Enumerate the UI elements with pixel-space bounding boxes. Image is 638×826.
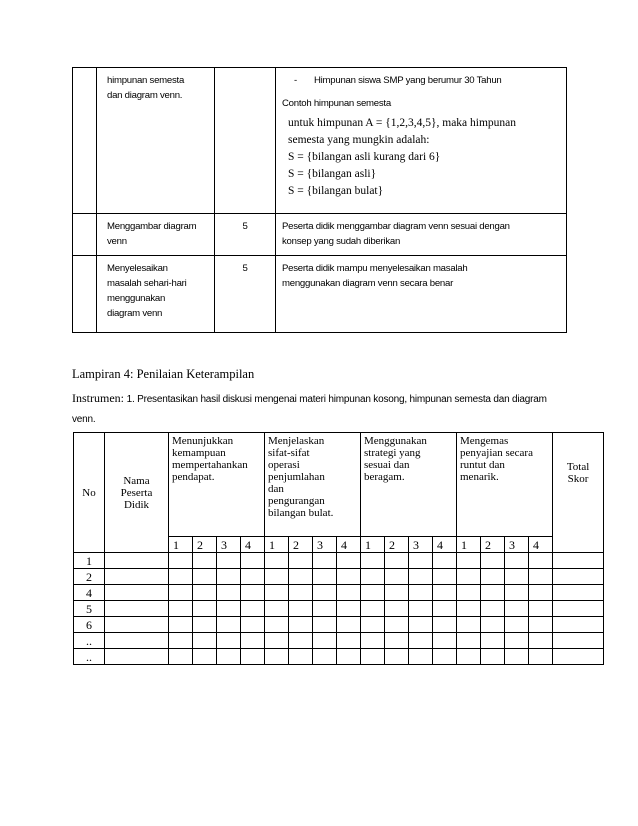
score-cell[interactable] <box>385 617 409 633</box>
score-cell[interactable] <box>409 569 433 585</box>
rubric-deskripsi-cell <box>276 214 567 256</box>
score-cell[interactable] <box>217 569 241 585</box>
rubric-skor-cell <box>215 68 276 214</box>
nama-cell[interactable] <box>105 585 169 601</box>
score-level: 3 <box>505 537 529 553</box>
rubric-indikator-cell <box>97 214 215 256</box>
instruction-text <box>72 389 568 429</box>
row-number: 2 <box>74 569 105 585</box>
table-row <box>74 649 604 665</box>
total-cell[interactable] <box>553 569 604 585</box>
score-level: 4 <box>337 537 361 553</box>
criterion-line: Menggunakan <box>364 435 427 447</box>
skill-assessment-table <box>73 432 604 665</box>
score-cell[interactable] <box>409 633 433 649</box>
score-cell[interactable] <box>265 553 289 569</box>
score-cell[interactable] <box>241 633 265 649</box>
score-cell[interactable] <box>289 569 313 585</box>
score-cell[interactable] <box>313 601 337 617</box>
score-cell[interactable] <box>385 553 409 569</box>
criterion-line: pengurangan <box>268 495 325 507</box>
score-level: 1 <box>265 537 289 553</box>
score-cell[interactable] <box>361 649 385 665</box>
nama-header <box>105 433 169 553</box>
score-cell[interactable] <box>337 649 361 665</box>
score-level: 4 <box>433 537 457 553</box>
total-cell[interactable] <box>553 553 604 569</box>
score-cell[interactable] <box>529 601 553 617</box>
total-skor-header <box>553 433 604 553</box>
score-level: 4 <box>529 537 553 553</box>
score-cell[interactable] <box>361 585 385 601</box>
row-number: .. <box>74 649 105 665</box>
score-cell[interactable] <box>529 649 553 665</box>
criterion-line: operasi <box>268 459 300 471</box>
score-cell[interactable] <box>169 601 193 617</box>
math-line: semesta yang mungkin adalah: <box>288 134 430 146</box>
score-level: 3 <box>409 537 433 553</box>
score-cell[interactable] <box>457 569 481 585</box>
score-cell[interactable] <box>505 617 529 633</box>
score-cell[interactable] <box>217 585 241 601</box>
skor-table-body <box>74 553 604 665</box>
score-cell[interactable] <box>193 633 217 649</box>
score-cell[interactable] <box>385 569 409 585</box>
criterion-line: penjumlahan <box>268 471 325 483</box>
score-cell[interactable] <box>289 633 313 649</box>
rubric-skor-cell: 5 <box>215 256 276 333</box>
score-cell[interactable] <box>313 585 337 601</box>
score-cell[interactable] <box>313 649 337 665</box>
instruction-body: 1. Presentasikan hasil diskusi mengenai materi himpunan kosong, himpunan semesta dan diagram venn. <box>72 394 547 425</box>
score-level: 1 <box>169 537 193 553</box>
score-cell[interactable] <box>265 601 289 617</box>
criterion-line: Menunjukkan <box>172 435 234 447</box>
score-cell[interactable] <box>385 601 409 617</box>
score-cell[interactable] <box>337 585 361 601</box>
rubric-deskripsi-cell <box>276 68 567 214</box>
score-cell[interactable] <box>505 649 529 665</box>
total-cell[interactable] <box>553 649 604 665</box>
score-level: 3 <box>217 537 241 553</box>
score-cell[interactable] <box>313 633 337 649</box>
score-cell[interactable] <box>433 617 457 633</box>
row-number: 4 <box>74 585 105 601</box>
score-cell[interactable] <box>529 553 553 569</box>
indikator-line: diagram venn <box>107 308 163 319</box>
criterion-line: beragam. <box>364 471 405 483</box>
score-level: 2 <box>289 537 313 553</box>
table-row <box>74 601 604 617</box>
score-cell[interactable] <box>217 617 241 633</box>
total-cell[interactable] <box>553 633 604 649</box>
criterion-line: Menjelaskan <box>268 435 325 447</box>
bullet-dash: - <box>294 75 297 86</box>
rubric-row <box>73 68 567 214</box>
score-cell[interactable] <box>169 553 193 569</box>
score-cell[interactable] <box>193 601 217 617</box>
deskripsi-line: menggunakan diagram venn secara benar <box>282 278 454 289</box>
total-cell[interactable] <box>553 585 604 601</box>
row-number: 5 <box>74 601 105 617</box>
math-line: S = {bilangan bulat} <box>288 185 384 197</box>
score-cell[interactable] <box>169 649 193 665</box>
math-line: untuk himpunan A = {1,2,3,4,5}, maka himpunan <box>288 117 517 129</box>
indikator-line: Menggambar diagram <box>107 221 197 232</box>
score-cell[interactable] <box>361 553 385 569</box>
score-level: 2 <box>193 537 217 553</box>
criterion-line: strategi yang <box>364 447 421 459</box>
score-cell[interactable] <box>169 633 193 649</box>
rubric-no-cell <box>73 256 97 333</box>
criterion-line: kemampuan <box>172 447 226 459</box>
nama-header-line: Didik <box>123 498 150 511</box>
score-cell[interactable] <box>505 585 529 601</box>
rubric-indikator-cell <box>97 256 215 333</box>
rubric-no-cell <box>73 214 97 256</box>
score-cell[interactable] <box>529 585 553 601</box>
nama-cell[interactable] <box>105 649 169 665</box>
nama-header-line: Nama <box>123 474 150 487</box>
total-cell[interactable] <box>553 617 604 633</box>
criterion-header <box>361 433 457 537</box>
score-cell[interactable] <box>409 649 433 665</box>
score-cell[interactable] <box>169 617 193 633</box>
score-cell[interactable] <box>337 633 361 649</box>
score-cell[interactable] <box>409 601 433 617</box>
score-cell[interactable] <box>433 633 457 649</box>
score-cell[interactable] <box>529 617 553 633</box>
score-level: 4 <box>241 537 265 553</box>
nama-header-line: Peserta <box>120 486 153 499</box>
score-cell[interactable] <box>505 601 529 617</box>
score-cell[interactable] <box>457 585 481 601</box>
indikator-line: venn <box>107 236 127 247</box>
score-cell[interactable] <box>289 617 313 633</box>
score-cell[interactable] <box>481 601 505 617</box>
score-cell[interactable] <box>217 601 241 617</box>
score-cell[interactable] <box>529 633 553 649</box>
score-cell[interactable] <box>481 649 505 665</box>
table-row <box>74 569 604 585</box>
header-row <box>74 433 604 537</box>
score-cell[interactable] <box>481 569 505 585</box>
score-cell[interactable] <box>241 601 265 617</box>
bullet-line <box>282 73 560 88</box>
nama-cell[interactable] <box>105 601 169 617</box>
table-row <box>74 633 604 649</box>
math-line: S = {bilangan asli kurang dari 6} <box>288 151 441 163</box>
criterion-line: runtut dan <box>460 459 505 471</box>
nama-cell[interactable] <box>105 553 169 569</box>
score-cell[interactable] <box>313 617 337 633</box>
score-level: 2 <box>385 537 409 553</box>
rubric-no-cell <box>73 68 97 214</box>
score-cell[interactable] <box>193 585 217 601</box>
score-cell[interactable] <box>385 649 409 665</box>
score-cell[interactable] <box>481 585 505 601</box>
rubric-row <box>73 214 567 256</box>
score-cell[interactable] <box>337 617 361 633</box>
criterion-line: sesuai dan <box>364 459 410 471</box>
indikator-line: Menyelesaikan <box>107 263 168 274</box>
score-cell[interactable] <box>289 553 313 569</box>
contoh-line: Contoh himpunan semesta <box>282 98 391 109</box>
indikator-line: dan diagram venn. <box>107 90 183 101</box>
rubric-indikator-cell <box>97 68 215 214</box>
score-cell[interactable] <box>457 649 481 665</box>
score-cell[interactable] <box>337 553 361 569</box>
score-cell[interactable] <box>169 569 193 585</box>
section-title: Lampiran 4: Penilaian Keterampilan <box>72 367 255 381</box>
rubric-skor-cell: 5 <box>215 214 276 256</box>
row-number: 6 <box>74 617 105 633</box>
score-cell[interactable] <box>265 569 289 585</box>
math-example <box>282 115 560 200</box>
score-cell[interactable] <box>193 617 217 633</box>
rubric-row <box>73 256 567 333</box>
score-cell[interactable] <box>385 633 409 649</box>
criterion-line: mempertahankan <box>172 459 248 471</box>
score-cell[interactable] <box>193 649 217 665</box>
score-cell[interactable] <box>457 617 481 633</box>
indikator-line: menggunakan <box>107 293 166 304</box>
score-cell[interactable] <box>193 569 217 585</box>
score-cell[interactable] <box>505 553 529 569</box>
score-cell[interactable] <box>385 585 409 601</box>
nama-cell[interactable] <box>105 633 169 649</box>
criterion-header <box>265 433 361 537</box>
score-cell[interactable] <box>337 601 361 617</box>
score-cell[interactable] <box>265 585 289 601</box>
score-cell[interactable] <box>433 649 457 665</box>
score-cell[interactable] <box>457 553 481 569</box>
score-cell[interactable] <box>337 569 361 585</box>
score-cell[interactable] <box>241 649 265 665</box>
deskripsi-line: konsep yang sudah diberikan <box>282 236 401 247</box>
table-row <box>74 553 604 569</box>
criterion-header <box>457 433 553 537</box>
score-cell[interactable] <box>481 633 505 649</box>
score-cell[interactable] <box>361 601 385 617</box>
table-row <box>74 617 604 633</box>
nama-cell[interactable] <box>105 569 169 585</box>
indikator-line: masalah sehari-hari <box>107 278 187 289</box>
score-cell[interactable] <box>505 633 529 649</box>
criterion-line: sifat-sifat <box>268 447 310 459</box>
score-cell[interactable] <box>409 617 433 633</box>
score-cell[interactable] <box>217 649 241 665</box>
row-number: .. <box>74 633 105 649</box>
criterion-line: menarik. <box>460 471 499 483</box>
score-cell[interactable] <box>361 617 385 633</box>
score-cell[interactable] <box>193 553 217 569</box>
score-level: 1 <box>457 537 481 553</box>
total-header-line: Total <box>566 461 590 473</box>
score-cell[interactable] <box>361 569 385 585</box>
score-cell[interactable] <box>289 601 313 617</box>
score-cell[interactable] <box>265 633 289 649</box>
table-row <box>74 585 604 601</box>
criterion-line: bilangan bulat. <box>268 507 334 519</box>
score-cell[interactable] <box>241 553 265 569</box>
score-cell[interactable] <box>169 585 193 601</box>
criterion-line: dan <box>268 483 284 495</box>
no-header: No <box>74 433 105 553</box>
total-header-line: Skor <box>567 473 589 485</box>
rubric-deskripsi-cell <box>276 256 567 333</box>
indikator-line: himpunan semesta <box>107 75 185 86</box>
score-level: 3 <box>313 537 337 553</box>
score-cell[interactable] <box>505 569 529 585</box>
row-number: 1 <box>74 553 105 569</box>
deskripsi-line: Peserta didik menggambar diagram venn sesuai dengan <box>282 221 510 232</box>
score-cell[interactable] <box>313 569 337 585</box>
score-cell[interactable] <box>409 585 433 601</box>
score-cell[interactable] <box>433 569 457 585</box>
criterion-line: Mengemas <box>460 435 509 447</box>
score-level: 2 <box>481 537 505 553</box>
score-cell[interactable] <box>265 617 289 633</box>
score-cell[interactable] <box>265 649 289 665</box>
score-cell[interactable] <box>433 601 457 617</box>
score-cell[interactable] <box>409 553 433 569</box>
score-cell[interactable] <box>313 553 337 569</box>
score-cell[interactable] <box>241 617 265 633</box>
score-cell[interactable] <box>217 553 241 569</box>
score-cell[interactable] <box>241 585 265 601</box>
score-cell[interactable] <box>241 569 265 585</box>
deskripsi-line: Peserta didik mampu menyelesaikan masalah <box>282 263 468 274</box>
score-cell[interactable] <box>529 569 553 585</box>
score-cell[interactable] <box>289 585 313 601</box>
criterion-line: penyajian secara <box>460 447 533 459</box>
criterion-line: pendapat. <box>172 471 215 483</box>
score-cell[interactable] <box>481 617 505 633</box>
score-cell[interactable] <box>289 649 313 665</box>
score-cell[interactable] <box>433 553 457 569</box>
score-cell[interactable] <box>361 633 385 649</box>
instruction-label: Instrumen: <box>72 391 124 405</box>
score-cell[interactable] <box>481 553 505 569</box>
nama-cell[interactable] <box>105 617 169 633</box>
score-cell[interactable] <box>433 585 457 601</box>
score-cell[interactable] <box>217 633 241 649</box>
bullet-text: Himpunan siswa SMP yang berumur 30 Tahun <box>314 75 502 86</box>
math-line: S = {bilangan asli} <box>288 168 377 180</box>
rubric-table <box>72 67 567 333</box>
score-level: 1 <box>361 537 385 553</box>
score-cell[interactable] <box>457 601 481 617</box>
score-cell[interactable] <box>457 633 481 649</box>
total-cell[interactable] <box>553 601 604 617</box>
criterion-header <box>169 433 265 537</box>
